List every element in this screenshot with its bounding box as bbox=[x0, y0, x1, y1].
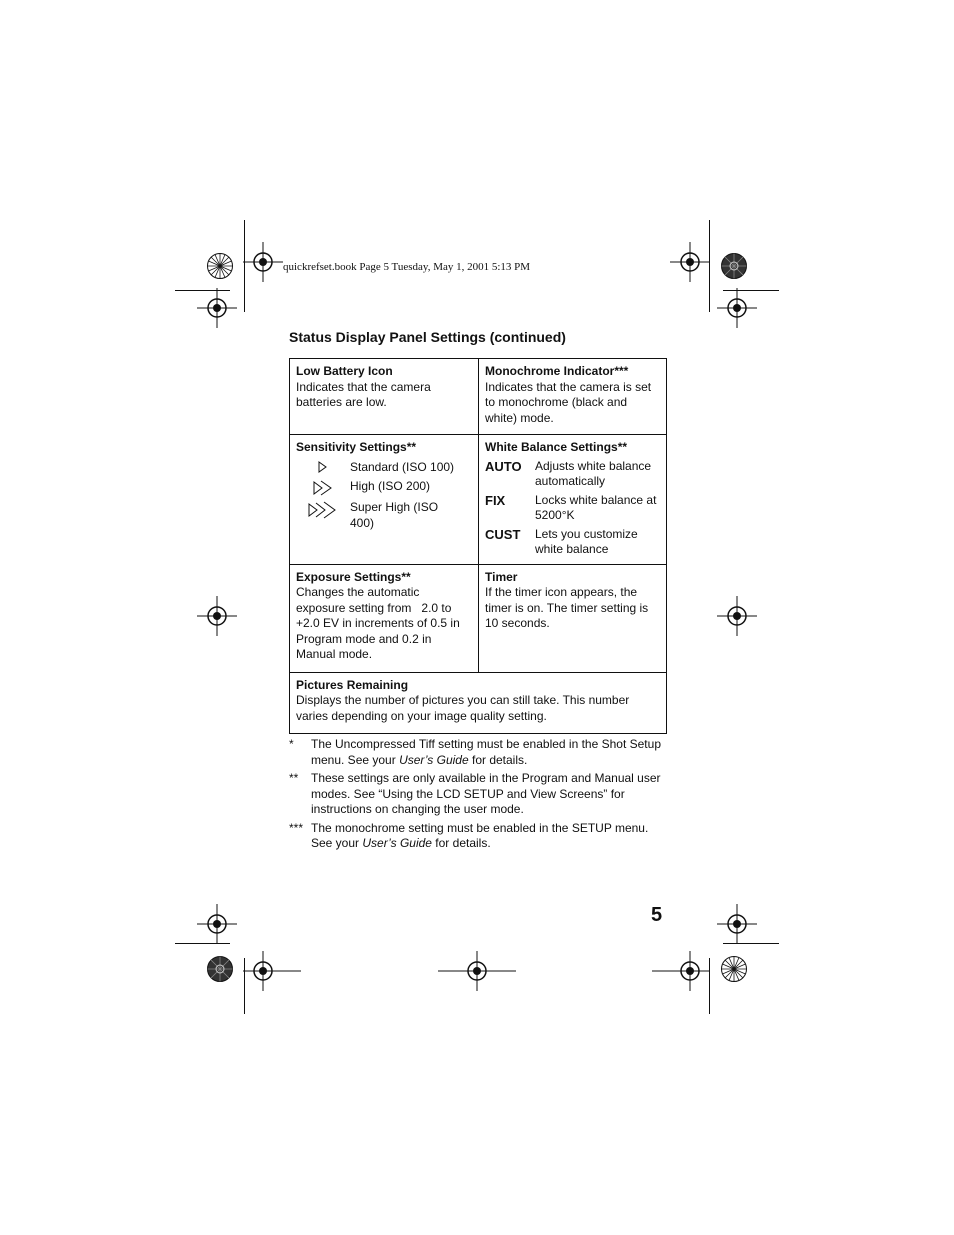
table-row bbox=[290, 359, 667, 435]
wb-code: CUST bbox=[485, 526, 521, 542]
table-row bbox=[290, 564, 667, 672]
registration-target-icon bbox=[243, 242, 283, 282]
cell-body: Changes the automatic exposure setting from 2.0 to +2.0 EV in increments of 0.5 in Program mode and 0.2 in Manual mode. bbox=[296, 585, 464, 661]
footnote-text bbox=[311, 821, 669, 852]
footnote-text bbox=[311, 737, 669, 768]
cell-body: If the timer icon appears, the timer is on. The timer setting is 10 seconds. bbox=[485, 585, 649, 630]
registration-target-icon bbox=[717, 596, 757, 636]
cell-body: Indicates that the camera is set to monochrome (black and white) mode. bbox=[485, 379, 652, 425]
cell-body: Indicates that the camera batteries are low. bbox=[296, 379, 431, 409]
starburst-target-icon bbox=[720, 252, 748, 280]
wb-description: Locks white balance at 5200°K bbox=[535, 492, 657, 522]
footnote-text-before: These settings are only available in the Program and Manual user modes. See “Using the LCD SETUP and View Screens” for instructions on changing the user mode. bbox=[311, 771, 661, 816]
double-triangle-icon bbox=[296, 479, 350, 496]
footnotes bbox=[289, 737, 669, 855]
triple-triangle-icon bbox=[296, 500, 350, 519]
monochrome-cell bbox=[479, 359, 667, 435]
timer-cell bbox=[479, 564, 667, 672]
page-number: 5 bbox=[651, 904, 663, 926]
cell-title: Pictures Remaining bbox=[296, 677, 409, 692]
table-row bbox=[290, 672, 667, 733]
sensitivity-label: Standard (ISO 100) bbox=[350, 459, 455, 474]
single-triangle-icon bbox=[296, 460, 350, 473]
cell-title: Low Battery Icon bbox=[296, 364, 393, 378]
footnote bbox=[289, 737, 669, 768]
list-item bbox=[485, 493, 660, 524]
registration-target-icon bbox=[670, 242, 710, 282]
list-item bbox=[485, 527, 660, 558]
list-item bbox=[296, 460, 472, 476]
starburst-target-icon bbox=[206, 252, 234, 280]
footnote-italic: User’s Guide bbox=[399, 752, 469, 767]
registration-target-icon bbox=[197, 596, 237, 636]
footnote-italic: User’s Guide bbox=[362, 836, 432, 850]
list-item bbox=[296, 500, 472, 531]
wb-description: Lets you customize white balance bbox=[535, 526, 638, 556]
low-battery-cell bbox=[290, 359, 479, 435]
registration-target-icon bbox=[197, 904, 237, 944]
cell-title: Timer bbox=[485, 569, 518, 584]
footnote-mark: ** bbox=[289, 771, 299, 785]
sensitivity-cell bbox=[290, 435, 479, 565]
footnote-text-after: for details. bbox=[468, 752, 528, 767]
list-item bbox=[485, 459, 660, 490]
footnote-text-before: The Uncompressed Tiff setting must be enabled in the Shot Setup menu. See your bbox=[311, 737, 661, 767]
table-row bbox=[290, 435, 667, 565]
footnote-mark: *** bbox=[289, 820, 304, 835]
settings-table bbox=[289, 358, 667, 734]
footnote-mark: * bbox=[289, 737, 294, 751]
exposure-cell bbox=[290, 564, 479, 672]
registration-target-icon bbox=[438, 951, 516, 991]
pictures-remaining-cell bbox=[290, 672, 667, 733]
registration-target-icon bbox=[717, 288, 757, 328]
footnote-text-before: The monochrome setting must be enabled in the SETUP menu. See your bbox=[311, 820, 649, 850]
footnote-text-after: for details. bbox=[431, 836, 491, 850]
cell-title: Exposure Settings** bbox=[296, 569, 411, 584]
white-balance-cell bbox=[479, 435, 667, 565]
list-item bbox=[296, 479, 472, 496]
cell-title: Sensitivity Settings** bbox=[296, 440, 417, 454]
wb-code: AUTO bbox=[485, 458, 522, 474]
page-title: Status Display Panel Settings (continued) bbox=[289, 329, 566, 345]
cell-title: White Balance Settings** bbox=[485, 440, 628, 454]
sensitivity-label: High (ISO 200) bbox=[350, 479, 431, 493]
cell-body: Displays the number of pictures you can still take. This number varies depending on your image quality setting. bbox=[296, 693, 630, 723]
registration-target-icon bbox=[652, 951, 710, 991]
starburst-target-icon bbox=[720, 955, 748, 983]
wb-code: FIX bbox=[485, 492, 506, 508]
footnote bbox=[289, 821, 669, 852]
wb-description: Adjusts white balance automatically bbox=[535, 458, 652, 488]
footnote bbox=[289, 771, 669, 818]
sensitivity-label: Super High (ISO 400) bbox=[350, 500, 439, 530]
print-slug: quickrefset.book Page 5 Tuesday, May 1, 2001 5:13 PM bbox=[283, 261, 531, 273]
cell-title: Monochrome Indicator*** bbox=[485, 364, 629, 378]
footnote-text bbox=[311, 771, 669, 818]
registration-target-icon bbox=[197, 288, 237, 328]
starburst-target-icon bbox=[206, 955, 234, 983]
registration-target-icon bbox=[717, 904, 757, 944]
registration-target-icon bbox=[243, 951, 301, 991]
